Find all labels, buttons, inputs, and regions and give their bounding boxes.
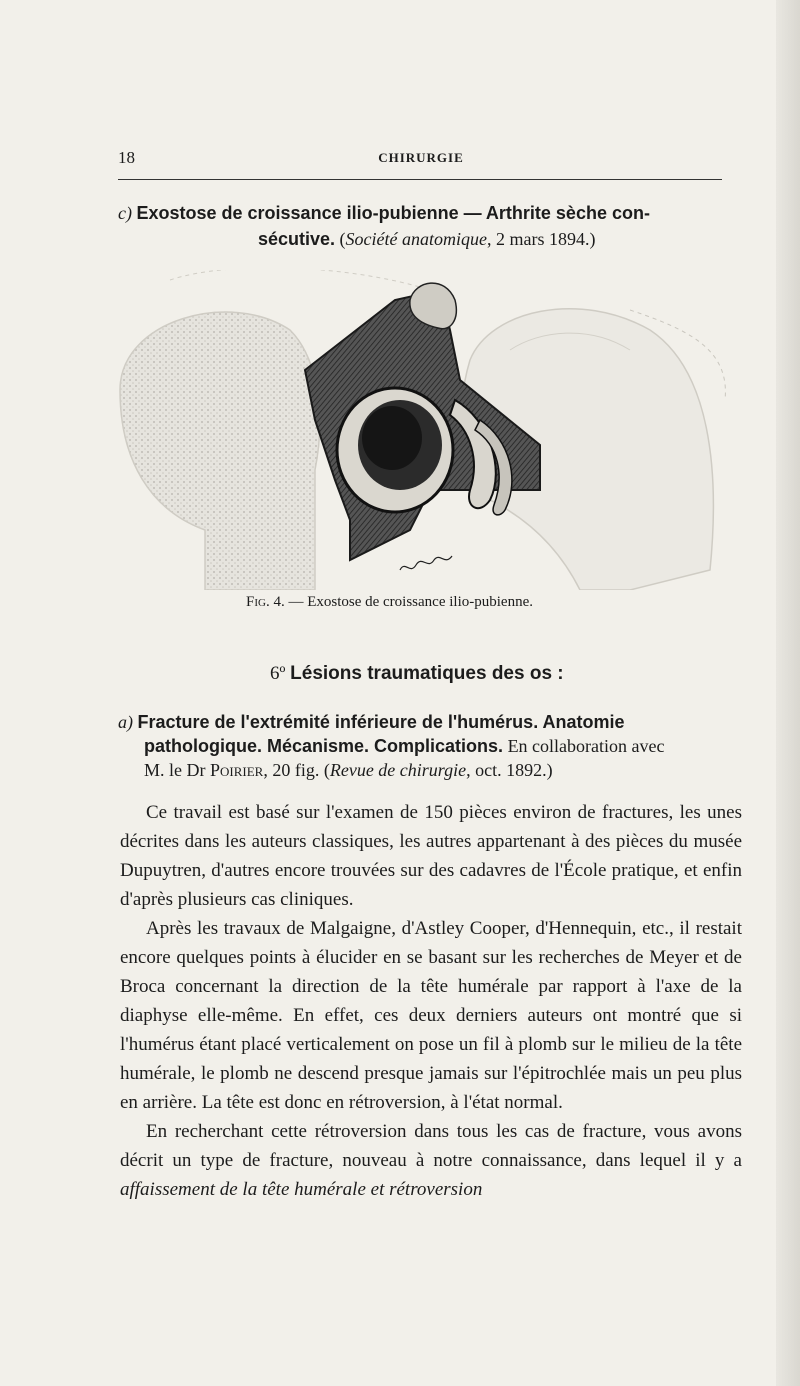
bibliography-entry-a — [118, 710, 738, 782]
page-header — [118, 148, 724, 172]
source-journal: Société anatomique — [345, 229, 488, 249]
entry-coauthor: Poirier — [210, 760, 264, 780]
body-text — [120, 798, 742, 1204]
entry-a-line3 — [118, 758, 738, 782]
source-journal: Revue de chirurgie — [329, 760, 467, 780]
entry-a-line2 — [118, 734, 738, 758]
paragraph: Après les travaux de Malgaigne, d'Astley Cooper, d'Hennequin, etc., il restait encore quelques points à élucider en se basant sur les recherches de Meyer et de Broca concernant la direction de la tête humérale par rapport à l'axe de la diaphyse elle-même. En effet, ces deux derniers auteurs ont montré que si l'humérus étant placé verticalement on pose un fil à plomb sur le milieu de la tête humérale, le plomb ne descend presque jamais sur l'épitrochlée mais un peu plus en arrière. La tête est donc en rétroversion, à l'état normal. — [120, 918, 742, 1113]
entry-coauthor-prefix: M. le Dr — [144, 760, 210, 780]
running-head: CHIRURGIE — [378, 150, 464, 165]
paragraph-emphasis: affaissement de la tête humérale et rétroversion — [120, 1179, 483, 1200]
entry-title: Fracture de l'extrémité inférieure de l'humérus. Anatomie — [137, 712, 625, 732]
entry-title-cont: sécutive. — [258, 229, 336, 249]
entry-title: Exostose de croissance ilio-pubienne — Arthrite sèche con- — [136, 203, 650, 223]
source-date: , 2 mars 1894.) — [487, 229, 596, 249]
source-paren: ( — [339, 229, 346, 249]
bibliography-entry-c — [118, 200, 724, 252]
page-number: 18 — [118, 148, 135, 167]
paragraph — [120, 1117, 742, 1204]
entry-collab: En collaboration avec — [503, 736, 665, 756]
page-edge-shadow — [776, 0, 800, 1386]
figure-label: Fig. 4. — [246, 594, 285, 610]
entry-figs: , 20 fig. ( — [263, 760, 330, 780]
pelvis-engraving — [110, 270, 730, 590]
entry-letter: c) — [118, 203, 132, 223]
entry-title-cont: pathologique. Mécanisme. Complications. — [144, 736, 504, 756]
header-rule — [118, 179, 722, 180]
entry-a-line1 — [118, 710, 738, 734]
entry-letter: a) — [118, 712, 133, 732]
paragraph-text: En recherchant cette rétroversion dans tous les cas de fracture, vous avons décrit un type de fracture, nouveau à notre connaissance, dans lequel il y a — [120, 1121, 742, 1171]
figure-caption-text: — Exostose de croissance ilio-pubienne. — [284, 594, 533, 610]
entry-c-line2 — [118, 226, 724, 252]
paragraph: Ce travail est basé sur l'examen de 150 pièces environ de fractures, les unes décrites dans les auteurs classiques, les autres appartenant à des pièces du musée Dupuytren, d'autres encore trouvées sur des cadavres de l'École pratique, et enfin d'après plusieurs cas cliniques. — [120, 802, 742, 910]
figure-illustration — [110, 270, 730, 590]
section-title: Lésions traumatiques des os : — [290, 663, 564, 684]
figure-caption — [246, 594, 726, 611]
entry-c-line1 — [118, 200, 724, 226]
section-heading — [270, 663, 670, 685]
section-number: 6º — [270, 663, 286, 684]
source-date: , oct. 1892.) — [466, 760, 553, 780]
